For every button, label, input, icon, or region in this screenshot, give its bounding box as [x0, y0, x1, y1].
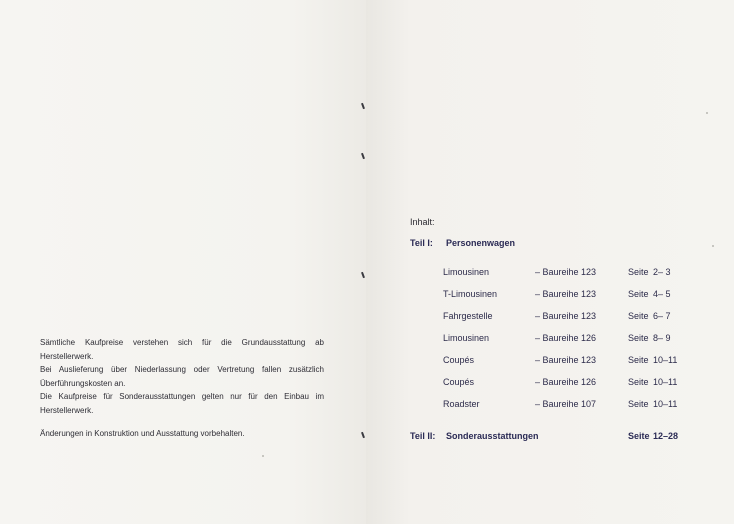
toc-seite-label: Seite [628, 267, 649, 277]
toc-row [443, 311, 703, 323]
toc-page-range: 4– 5 [653, 289, 671, 299]
toc-part-number: Teil II: [410, 431, 436, 441]
toc-series: – Baureihe 126 [535, 377, 597, 387]
toc-model: Fahrgestelle [443, 311, 493, 321]
toc-part-title: Sonderausstattungen [446, 431, 539, 441]
toc-page-range: 6– 7 [653, 311, 671, 321]
toc-series: – Baureihe 126 [535, 333, 597, 343]
toc-page-range: 12–28 [653, 431, 679, 441]
toc-seite-label: Seite [628, 289, 649, 299]
toc-heading: Inhalt: [410, 217, 435, 227]
left-page [0, 0, 366, 524]
toc-series: – Baureihe 123 [535, 311, 597, 321]
price-notes [40, 336, 324, 441]
toc-seite-label: Seite [628, 377, 649, 387]
toc-model: T-Limousinen [443, 289, 498, 299]
toc-part-number: Teil I: [410, 238, 433, 248]
paper-speck [262, 455, 264, 457]
toc-part-1 [410, 238, 515, 248]
paper-speck [712, 245, 714, 247]
toc-series: – Baureihe 107 [535, 399, 597, 409]
toc-row [443, 267, 703, 279]
toc-row [443, 289, 703, 301]
note-line: Die Kaufpreise für Sonderausstattungen gelten nur für den Einbau im Herstellerwerk. [40, 392, 324, 415]
toc-page-range: 10–11 [653, 377, 678, 387]
toc-row [443, 377, 703, 389]
toc-part-title: Personenwagen [446, 238, 516, 248]
note-line: Sämtliche Kaufpreise verstehen sich für die Grundausstattung ab Herstellerwerk. [40, 338, 324, 361]
toc-series: – Baureihe 123 [535, 267, 597, 277]
toc-series: – Baureihe 123 [535, 289, 597, 299]
toc-page-range: 10–11 [653, 355, 678, 365]
toc-row [443, 355, 703, 367]
toc-row [443, 399, 703, 411]
toc-part-2 [410, 431, 539, 441]
toc-model: Limousinen [443, 267, 490, 277]
toc-page-range: 10–11 [653, 399, 678, 409]
toc-model: Limousinen [443, 333, 490, 343]
toc-page-range: 2– 3 [653, 267, 671, 277]
paper-speck [706, 112, 708, 114]
right-page [366, 0, 734, 524]
toc-model: Coupés [443, 377, 475, 387]
toc-seite-label: Seite [628, 311, 649, 321]
toc-seite-label: Seite [628, 333, 649, 343]
note-line: Bei Auslieferung über Niederlassung oder Vertretung fallen zusätzlich Überführungskosten an. [40, 365, 324, 388]
toc-part-2-pages [628, 431, 679, 441]
toc-model: Coupés [443, 355, 475, 365]
toc-model: Roadster [443, 399, 480, 409]
toc-row [443, 333, 703, 345]
toc-series: – Baureihe 123 [535, 355, 597, 365]
toc-seite-label: Seite [628, 431, 650, 441]
toc-seite-label: Seite [628, 355, 649, 365]
toc-seite-label: Seite [628, 399, 649, 409]
note-final: Änderungen in Konstruktion und Ausstattung vorbehalten. [40, 429, 245, 438]
toc-page-range: 8– 9 [653, 333, 671, 343]
